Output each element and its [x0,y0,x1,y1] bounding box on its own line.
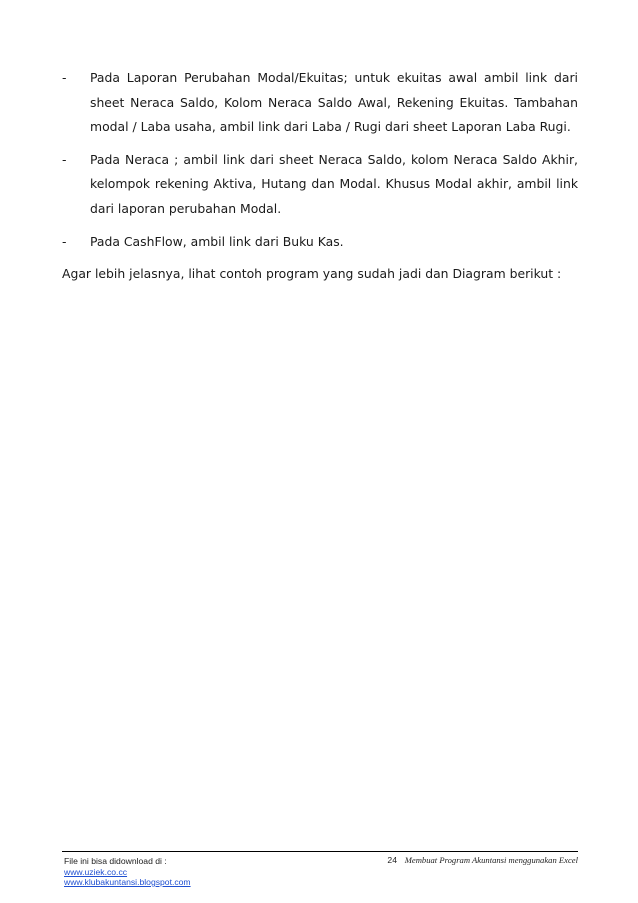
closing-paragraph: Agar lebih jelasnya, lihat contoh program yang sudah jadi dan Diagram berikut : [62,266,562,282]
download-link-klubakuntansi[interactable]: www.klubakuntansi.blogspot.com [64,877,191,887]
download-link-uziek[interactable]: www.uziek.co.cc [64,866,128,877]
bullet-dash: - [62,151,67,167]
footer-page-info [387,855,578,867]
bullet-text: Pada Laporan Perubahan Modal/Ekuitas; untuk ekuitas awal ambil link dari sheet Neraca Saldo, Kolom Neraca Saldo Awal, Rekening Ekuitas. Tambahan modal / Laba usaha, ambil link dari Laba / Rugi dari sheet Laporan Laba Rugi. [90,70,578,135]
footer-download-info [64,856,191,888]
bullet-item [62,66,578,140]
bullet-dash: - [62,233,67,249]
bullet-item [62,148,578,222]
page-number: 24 [387,855,397,865]
page-content [62,66,578,287]
bullet-text: Pada CashFlow, ambil link dari Buku Kas. [90,233,344,249]
footer-divider [62,851,578,852]
book-title: Membuat Program Akuntansi menggunakan Excel [404,855,578,865]
bullet-item [62,230,578,255]
bullet-text: Pada Neraca ; ambil link dari sheet Neraca Saldo, kolom Neraca Saldo Akhir, kelompok rekening Aktiva, Hutang dan Modal. Khusus Modal akhir, ambil link dari laporan perubahan Modal. [90,151,578,216]
download-label: File ini bisa didownload di : [64,856,167,866]
bullet-dash: - [62,70,67,85]
